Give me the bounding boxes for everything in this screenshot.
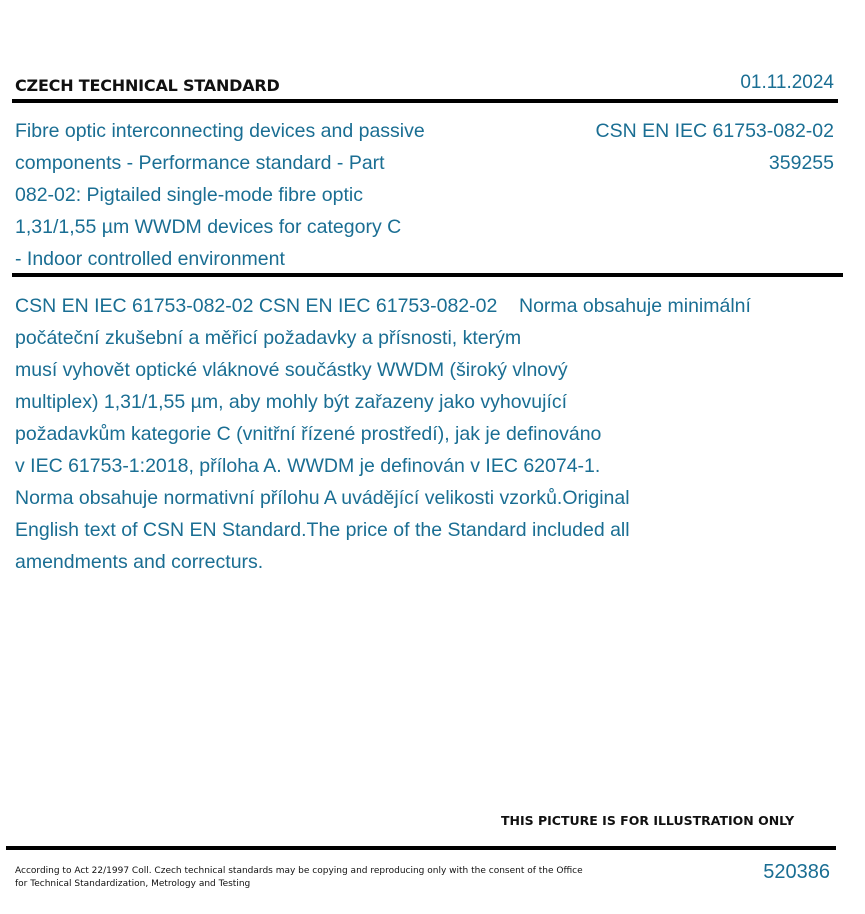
title-line: 082-02: Pigtailed single-mode fibre optic	[15, 184, 363, 206]
title-line: components - Performance standard - Part	[15, 152, 385, 174]
description-line: musí vyhovět optické vláknové součástky WWDM (široký vlnový	[15, 359, 568, 381]
description-line: požadavkům kategorie C (vnitřní řízené prostředí), jak je definováno	[15, 423, 602, 445]
description-line: CSN EN IEC 61753-082-02 CSN EN IEC 61753-082-02 Norma obsahuje minimální	[15, 295, 751, 317]
description-line: Norma obsahuje normativní přílohu A uvádějící velikosti vzorků.Original	[15, 487, 630, 509]
footer-divider	[6, 846, 836, 850]
document-type-label: CZECH TECHNICAL STANDARD	[15, 76, 280, 95]
title-line: - Indoor controlled environment	[15, 248, 285, 270]
description-line: počáteční zkušební a měřicí požadavky a přísnosti, kterým	[15, 327, 522, 349]
catalog-number: 359255	[768, 152, 834, 174]
document-code: 520386	[763, 861, 830, 883]
description-line: multiplex) 1,31/1,55 µm, aby mohly být zařazeny jako vyhovující	[15, 391, 568, 413]
legal-notice	[15, 865, 583, 891]
title-line: Fibre optic interconnecting devices and passive	[15, 120, 425, 142]
legal-line: for Technical Standardization, Metrology and Testing	[15, 879, 251, 889]
standard-identifiers	[596, 115, 834, 179]
description-line: English text of CSN EN Standard.The price of the Standard included all	[15, 519, 630, 541]
legal-line: According to Act 22/1997 Coll. Czech technical standards may be copying and reproducing only with the consent of the Office	[15, 866, 583, 876]
header-divider	[12, 99, 838, 103]
description-line: v IEC 61753-1:2018, příloha A. WWDM je definován v IEC 62074-1.	[15, 455, 601, 477]
title-line: 1,31/1,55 µm WWDM devices for category C	[15, 216, 402, 238]
standard-title	[15, 115, 495, 275]
standard-designation: CSN EN IEC 61753-082-02	[595, 120, 834, 142]
illustration-note: THIS PICTURE IS FOR ILLUSTRATION ONLY	[501, 813, 795, 828]
title-divider	[12, 273, 843, 277]
standard-description	[15, 290, 835, 578]
publication-date: 01.11.2024	[740, 72, 834, 93]
description-line: amendments and correcturs.	[15, 551, 264, 573]
